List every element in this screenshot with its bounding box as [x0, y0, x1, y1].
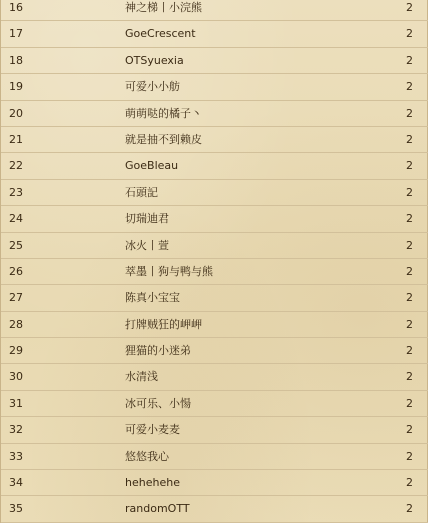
score-cell: 2 [406, 27, 413, 41]
score-cell: 2 [406, 291, 413, 305]
player-name-cell: 冰可乐、小愓 [125, 396, 191, 410]
table-row [1, 48, 428, 74]
table-row [1, 338, 428, 364]
player-name-cell: GoeBleau [125, 159, 179, 173]
score-cell: 2 [406, 53, 413, 67]
rank-cell: 32 [9, 423, 23, 437]
player-name-cell: 切瑞迪君 [125, 212, 169, 226]
rank-cell: 30 [9, 370, 23, 384]
table-row [1, 391, 428, 417]
table-row [1, 364, 428, 390]
score-cell: 2 [406, 344, 413, 358]
score-cell: 2 [406, 370, 413, 384]
rank-cell: 20 [9, 106, 23, 120]
player-name-cell: 石頭記 [125, 185, 158, 199]
rank-cell: 25 [9, 238, 23, 252]
table-row [1, 0, 428, 21]
player-name-cell: 可爱小麦麦 [125, 423, 180, 437]
rank-cell: 17 [9, 27, 23, 41]
player-name-cell: 打牌贼狂的岬岬 [125, 317, 202, 331]
score-cell: 2 [406, 132, 413, 146]
table-row [1, 470, 428, 496]
score-cell: 2 [406, 476, 413, 490]
score-cell: 2 [406, 264, 413, 278]
rank-cell: 21 [9, 132, 23, 146]
table-row [1, 417, 428, 443]
rank-cell: 16 [9, 1, 23, 14]
player-name-cell: OTSyuexia [125, 53, 184, 67]
rank-cell: 35 [9, 502, 23, 516]
player-name-cell: 悠悠我心 [125, 449, 169, 463]
player-name-cell: hehehehe [125, 476, 180, 490]
table-row [1, 127, 428, 153]
table-row [1, 74, 428, 100]
score-cell: 2 [406, 396, 413, 410]
rank-cell: 28 [9, 317, 23, 331]
score-cell: 2 [406, 212, 413, 226]
score-cell: 2 [406, 106, 413, 120]
table-row [1, 206, 428, 232]
table-row [1, 21, 428, 47]
table-row [1, 259, 428, 285]
score-cell: 2 [406, 502, 413, 516]
rank-cell: 19 [9, 80, 23, 94]
player-name-cell: GoeCrescent [125, 27, 196, 41]
player-name-cell: 狸猫的小迷弟 [125, 344, 191, 358]
player-name-cell: 就是抽不到赖皮 [125, 132, 202, 146]
score-cell: 2 [406, 80, 413, 94]
score-cell: 2 [406, 1, 413, 14]
score-cell: 2 [406, 185, 413, 199]
table-row [1, 153, 428, 179]
player-name-cell: 萌萌哒的橘子丶 [125, 106, 202, 120]
table-row [1, 101, 428, 127]
player-name-cell: 神之梯丨小浣熊 [125, 1, 202, 14]
score-cell: 2 [406, 423, 413, 437]
table-row [1, 180, 428, 206]
player-name-cell: 水清浅 [125, 370, 158, 384]
rank-cell: 31 [9, 396, 23, 410]
rank-cell: 27 [9, 291, 23, 305]
leaderboard-table [1, 0, 428, 523]
player-name-cell: randomOTT [125, 502, 190, 516]
rank-cell: 24 [9, 212, 23, 226]
score-cell: 2 [406, 317, 413, 331]
score-cell: 2 [406, 449, 413, 463]
player-name-cell: 冰火丨萱 [125, 238, 169, 252]
score-cell: 2 [406, 159, 413, 173]
rank-cell: 22 [9, 159, 23, 173]
score-cell: 2 [406, 238, 413, 252]
table-row [1, 285, 428, 311]
rank-cell: 18 [9, 53, 23, 67]
rank-cell: 26 [9, 264, 23, 278]
table-row [1, 496, 428, 522]
player-name-cell: 萃墨丨狗与鸭与熊 [125, 264, 213, 278]
rank-cell: 34 [9, 476, 23, 490]
table-row [1, 312, 428, 338]
rank-cell: 33 [9, 449, 23, 463]
table-row [1, 233, 428, 259]
rank-cell: 23 [9, 185, 23, 199]
player-name-cell: 可爱小小舫 [125, 80, 180, 94]
rank-cell: 29 [9, 344, 23, 358]
player-name-cell: 陈真小宝宝 [125, 291, 180, 305]
table-row [1, 444, 428, 470]
